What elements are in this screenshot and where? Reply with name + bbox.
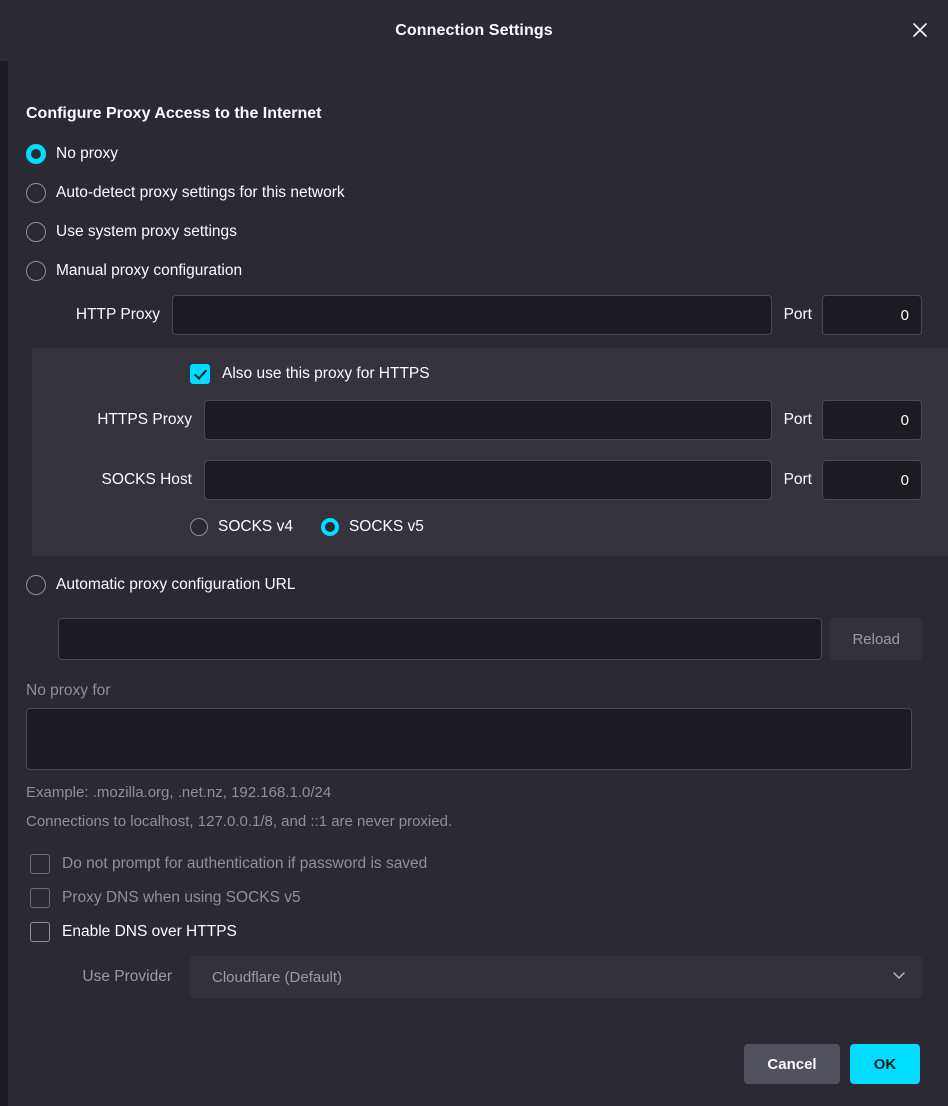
- provider-label: Use Provider: [82, 968, 172, 985]
- checkbox-label: Also use this proxy for HTTPS: [222, 365, 430, 382]
- checkbox-label: Do not prompt for authentication if password is saved: [62, 855, 428, 872]
- radio-indicator: [26, 222, 46, 242]
- no-proxy-for-label: No proxy for: [26, 682, 111, 699]
- http-proxy-row: [26, 295, 922, 335]
- no-proxy-example: Example: .mozilla.org, .net.nz, 192.168.1.0/24: [26, 784, 332, 801]
- socks-host-label: SOCKS Host: [101, 471, 192, 488]
- radio-no-proxy[interactable]: [26, 139, 922, 169]
- pac-url-row: [58, 618, 922, 660]
- checkbox-label: Enable DNS over HTTPS: [62, 923, 237, 940]
- radio-socks-v5[interactable]: [321, 512, 424, 542]
- localhost-note: Connections to localhost, 127.0.0.1/8, and ::1 are never proxied.: [26, 813, 453, 830]
- radio-indicator: [26, 183, 46, 203]
- dialog-content: [0, 61, 948, 1106]
- checkbox-indicator: [30, 854, 50, 874]
- https-port-label: Port: [783, 411, 812, 428]
- radio-label: No proxy: [56, 145, 119, 162]
- radio-label: Automatic proxy configuration URL: [56, 576, 296, 593]
- close-icon[interactable]: [900, 10, 940, 50]
- radio-indicator: [26, 261, 46, 281]
- chevron-down-icon: [890, 966, 908, 988]
- reload-button[interactable]: Reload: [830, 618, 922, 660]
- http-port-input[interactable]: [822, 295, 922, 335]
- dialog-titlebar: [0, 0, 948, 61]
- https-proxy-input[interactable]: [204, 400, 772, 440]
- https-proxy-label: HTTPS Proxy: [97, 411, 192, 428]
- socks-host-input[interactable]: [204, 460, 772, 500]
- radio-indicator: [26, 144, 46, 164]
- http-port-label: Port: [783, 306, 812, 323]
- radio-label: SOCKS v5: [348, 518, 424, 535]
- radio-automatic-proxy-url[interactable]: [26, 570, 922, 600]
- checkbox-label: Proxy DNS when using SOCKS v5: [62, 889, 301, 906]
- dialog-footer: [0, 1022, 948, 1106]
- https-proxy-row: [58, 400, 922, 440]
- pac-url-input[interactable]: [58, 618, 822, 660]
- checkbox-enable-doh[interactable]: [30, 922, 922, 942]
- socks-port-label: Port: [783, 471, 812, 488]
- provider-row: [54, 956, 922, 998]
- checkbox-indicator: [30, 922, 50, 942]
- radio-indicator: [321, 518, 339, 536]
- https-port-input[interactable]: [822, 400, 922, 440]
- ok-button[interactable]: OK: [850, 1044, 920, 1084]
- radio-label: Manual proxy configuration: [56, 262, 243, 279]
- radio-indicator: [190, 518, 208, 536]
- radio-manual-proxy[interactable]: [26, 256, 922, 286]
- provider-selected-value: Cloudflare (Default): [212, 968, 343, 986]
- radio-label: Use system proxy settings: [56, 223, 237, 240]
- radio-label: SOCKS v4: [218, 518, 293, 535]
- checkbox-no-auth-prompt[interactable]: [30, 854, 922, 874]
- socks-port-input[interactable]: [822, 460, 922, 500]
- socks-host-row: [58, 460, 922, 500]
- https-socks-panel: [32, 348, 948, 556]
- options-group: [26, 854, 922, 942]
- cancel-button[interactable]: Cancel: [744, 1044, 840, 1084]
- radio-socks-v4[interactable]: [190, 512, 293, 542]
- checkbox-indicator: [190, 364, 210, 384]
- checkbox-indicator: [30, 888, 50, 908]
- window-edge-top: [0, 0, 4, 61]
- also-use-proxy-for-https-checkbox[interactable]: [190, 364, 922, 384]
- section-heading: Configure Proxy Access to the Internet: [26, 105, 322, 122]
- provider-select[interactable]: [190, 956, 922, 998]
- socks-version-group: [190, 512, 922, 542]
- checkbox-proxy-dns-socks5[interactable]: [30, 888, 922, 908]
- no-proxy-for-textarea[interactable]: [26, 708, 912, 770]
- http-proxy-input[interactable]: [172, 295, 772, 335]
- radio-label: Auto-detect proxy settings for this network: [56, 184, 345, 201]
- radio-system-proxy[interactable]: [26, 217, 922, 247]
- radio-indicator: [26, 575, 46, 595]
- dialog-title: Connection Settings: [395, 21, 553, 39]
- http-proxy-label: HTTP Proxy: [75, 306, 160, 323]
- radio-auto-detect[interactable]: [26, 178, 922, 208]
